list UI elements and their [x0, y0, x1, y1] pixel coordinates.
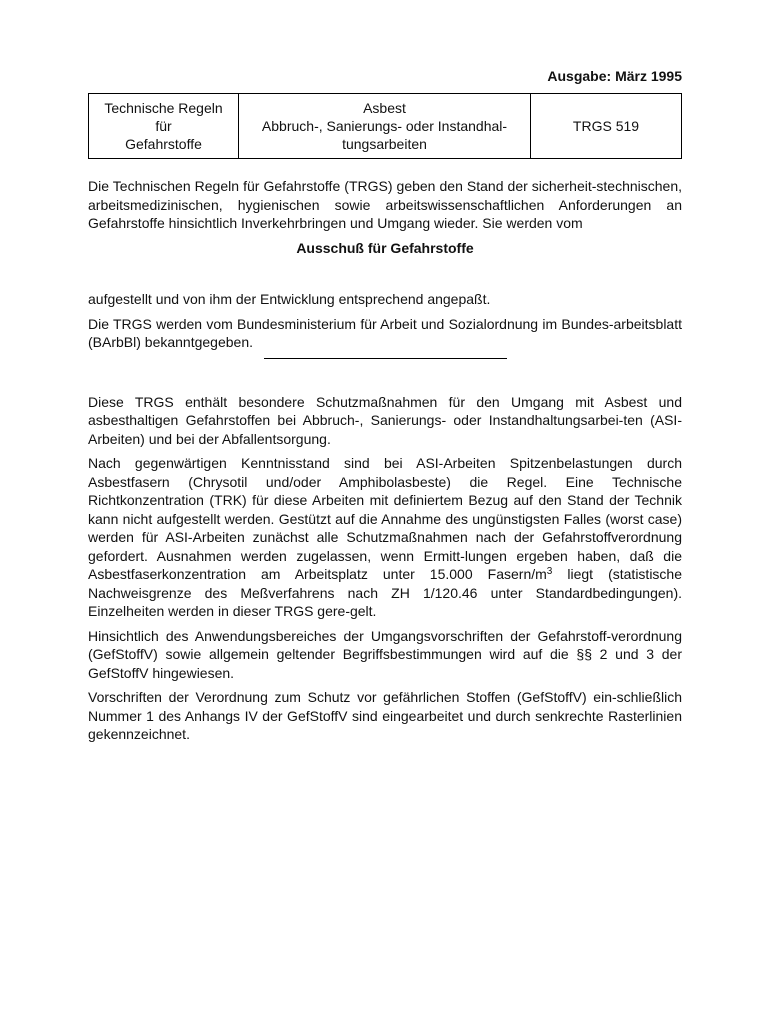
- header-center-line: tungsarbeiten: [342, 136, 427, 152]
- header-cell-regulation-type: [89, 94, 239, 159]
- intro-paragraph: Die Technischen Regeln für Gefahrstoffe (TRGS) geben den Stand der sicherheit-stechnischen, arbeitsmedizinischen, hygienischen sowie arbeitswissenschaftlichen Anforderungen an Gefahrstoffe hinsichtlich Inverkehrbringen und Umgang wieder. Sie werden vom: [88, 178, 682, 231]
- intro-paragraph-publication: Die TRGS werden vom Bundesministerium für Arbeit und Sozialordnung im Bundes-arbeitsblatt (BArbBl) bekanntgegeben.: [88, 315, 682, 350]
- header-left-line: Technische Regeln: [104, 100, 223, 116]
- superscript-exponent: 3: [546, 566, 553, 577]
- intro-paragraph-adopted: aufgestellt und von ihm der Entwicklung entsprechend angepaßt.: [88, 291, 491, 307]
- header-left-line: Gefahrstoffe: [125, 136, 202, 152]
- header-cell-document-number: [531, 94, 682, 159]
- body-paragraph-scope: Diese TRGS enthält besondere Schutzmaßnahmen für den Umgang mit Asbest und asbesthaltigen Gefahrstoffen bei Abbruch-, Sanierungs- oder Instandhaltungsarbei-ten (ASI-Arbeiten) und bei der Abfallentsorgung.: [88, 393, 682, 447]
- body-paragraph-regulations: Vorschriften der Verordnung zum Schutz vor gefährlichen Stoffen (GefStoffV) ein-schließlich Nummer 1 des Anhangs IV der GefStoffV sind eingearbeitet und durch senkrechte Rasterlinien gekennzeichnet.: [88, 689, 682, 742]
- header-center-line: Asbest: [363, 100, 406, 116]
- header-left-line: für: [155, 118, 172, 134]
- document-number: TRGS 519: [572, 118, 640, 134]
- body-paragraph-definitions: Hinsichtlich des Anwendungsbereiches der Umgangsvorschriften der Gefahrstoff-verordnung (GefStoffV) sowie allgemein geltender Begriffsbestimmungen wird auf die §§ 2 und 3 der GefStoffV hingewiesen.: [88, 627, 682, 681]
- spacer: [88, 359, 682, 393]
- header-cell-subject: [239, 94, 531, 159]
- issue-date: Ausgabe: März 1995: [547, 68, 682, 84]
- header-center-line: Abbruch-, Sanierungs- oder Instandhal-: [261, 118, 508, 134]
- document-page: [88, 66, 682, 750]
- document-body: [88, 177, 682, 744]
- body-paragraph-measures-text: Nach gegenwärtigen Kenntnisstand sind bei ASI-Arbeiten Spitzenbelastungen durch Asbestfasern (Chrysotil und/oder Amphibolasbeste) die Regel. Eine Technische Richtkonzentration (TRK) für diese Arbeiten mit definiertem Bezug auf den Stand der Technik kann nicht aufgestellt werden. Gestützt auf die Annahme des ungünstigsten Falles (worst case) werden für ASI-Arbeiten zunächst alle Schutzmaßnahmen nach der Gefahrstoffverordnung gefordert. Ausnahmen werden zugelassen, wenn Ermitt-lungen ergeben haben, daß die Asbestfaserkonzentration am Arbeitsplatz unter 15.000 Fasern/m: [88, 455, 682, 582]
- header-table: [88, 93, 682, 159]
- body-paragraph-measures-text: liegt (statistische Nachweisgrenze des Meßverfahrens nach ZH 1/120.46 unter Standardbedingungen). Einzelheiten werden in dieser TRGS gere-gelt.: [88, 566, 683, 619]
- spacer: [88, 257, 682, 290]
- body-paragraph-measures: [88, 454, 682, 621]
- committee-name: Ausschuß für Gefahrstoffe: [296, 239, 474, 256]
